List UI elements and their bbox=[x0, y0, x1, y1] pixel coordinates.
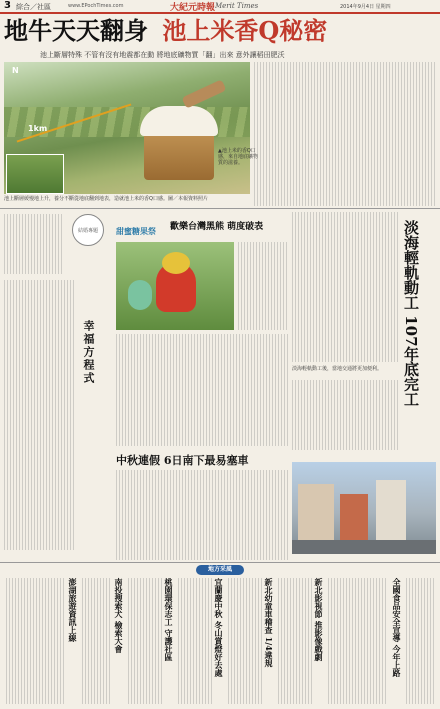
center-text-upper bbox=[238, 242, 288, 330]
local-col-text-5 bbox=[228, 578, 262, 704]
promo-badge bbox=[72, 214, 104, 246]
center-headline: 歡樂台灣黑熊 萌度破表 bbox=[170, 222, 264, 232]
center-kicker: 甜蜜糖果祭 bbox=[116, 227, 156, 236]
building-2 bbox=[340, 494, 368, 540]
map-scale-label: 1km bbox=[28, 124, 48, 133]
local-headline-3: 新北幼童車稽查 1/4違規 bbox=[264, 578, 274, 667]
masthead bbox=[0, 0, 440, 14]
center-body-text bbox=[116, 334, 288, 446]
local-col-text-2 bbox=[82, 578, 112, 704]
local-headline-1: 全國食品安全宣導 今年上路 bbox=[392, 578, 402, 677]
local-headline-7: 澎湖旅遊資訊上線 bbox=[68, 578, 78, 642]
local-headline-2: 新北影視節 推影像戲劇 bbox=[314, 578, 324, 661]
local-headline-6: 南投搜索犬 檢索大會 bbox=[114, 578, 124, 653]
section-name: 綜合／社區 bbox=[16, 3, 51, 11]
promo-top-text bbox=[4, 214, 64, 274]
promo-badge-text: 結婚專題 bbox=[77, 228, 98, 234]
rice-paddle bbox=[182, 79, 227, 108]
inset-photo bbox=[6, 154, 64, 194]
lead-body-text bbox=[254, 62, 436, 206]
local-col-text-6 bbox=[278, 578, 312, 704]
center-bottom-text bbox=[116, 470, 288, 560]
building-1 bbox=[298, 484, 334, 540]
local-col-text-8 bbox=[406, 578, 436, 704]
right-photo bbox=[292, 462, 436, 554]
bear-head bbox=[162, 252, 190, 274]
site-url: www.EPochTimes.com bbox=[68, 3, 124, 9]
paper-logo-cn: 大紀元時報 bbox=[170, 3, 216, 13]
issue-date: 2014年9月4日 星期四 bbox=[340, 4, 391, 10]
lead-photo bbox=[4, 62, 250, 194]
center-bottom-headline: 中秋連假 6日南下最易塞車 bbox=[116, 454, 249, 467]
page-number: 3 bbox=[4, 0, 11, 11]
lead-photo-caption: 池上斷層緩慢地上升，養分不斷從地底翻到地表，造就池上米的香Q口感。圖／本報資料照片 bbox=[4, 196, 208, 202]
promo-body-text bbox=[4, 280, 74, 550]
local-news-label: 地方采風 bbox=[207, 566, 232, 573]
local-headline-5: 桃園環保志工 守護社區 bbox=[164, 578, 174, 661]
center-photo bbox=[116, 242, 234, 330]
candy-figure bbox=[128, 280, 152, 310]
promo-block bbox=[0, 210, 112, 560]
local-news-grid bbox=[0, 578, 440, 706]
local-col-text-7 bbox=[328, 578, 388, 704]
map-north-marker: N bbox=[12, 66, 19, 75]
right-mid-text bbox=[292, 380, 398, 450]
right-photo-caption: 淡海輕軌動工後，當地交通將更加便利。 bbox=[292, 366, 383, 372]
local-news-banner bbox=[196, 565, 244, 575]
lead-headline bbox=[4, 16, 404, 46]
section-rule bbox=[0, 208, 440, 209]
building-3 bbox=[376, 480, 406, 540]
right-headline: 淡海輕軌動工 107年底完工 bbox=[402, 220, 420, 407]
promo-title: 幸福方程式 bbox=[82, 320, 95, 385]
local-col-text-3 bbox=[128, 578, 162, 704]
paper-logo-en: Merit Times bbox=[215, 2, 259, 10]
headline-red: 池上米香Q秘密 bbox=[162, 16, 328, 45]
rice-pile bbox=[140, 106, 218, 136]
lead-side-caption: ▲池上米的香Q口感，來自地底礦物質的滋養。 bbox=[218, 148, 259, 166]
right-body-text bbox=[292, 212, 398, 362]
local-col-text-1 bbox=[6, 578, 66, 704]
street bbox=[292, 540, 436, 554]
lead-subhead: 池上斷層特殊 不管有沒有地震都在動 將地底礦物質「翻」出來 意外讓稻田肥沃 bbox=[40, 51, 285, 59]
headline-black: 地牛天天翻身 bbox=[4, 16, 148, 45]
local-headline-4: 宜蘭慶中秋 冬山賞燈好去處 bbox=[214, 578, 224, 677]
section-rule-lower bbox=[0, 562, 440, 563]
local-col-text-4 bbox=[178, 578, 212, 704]
